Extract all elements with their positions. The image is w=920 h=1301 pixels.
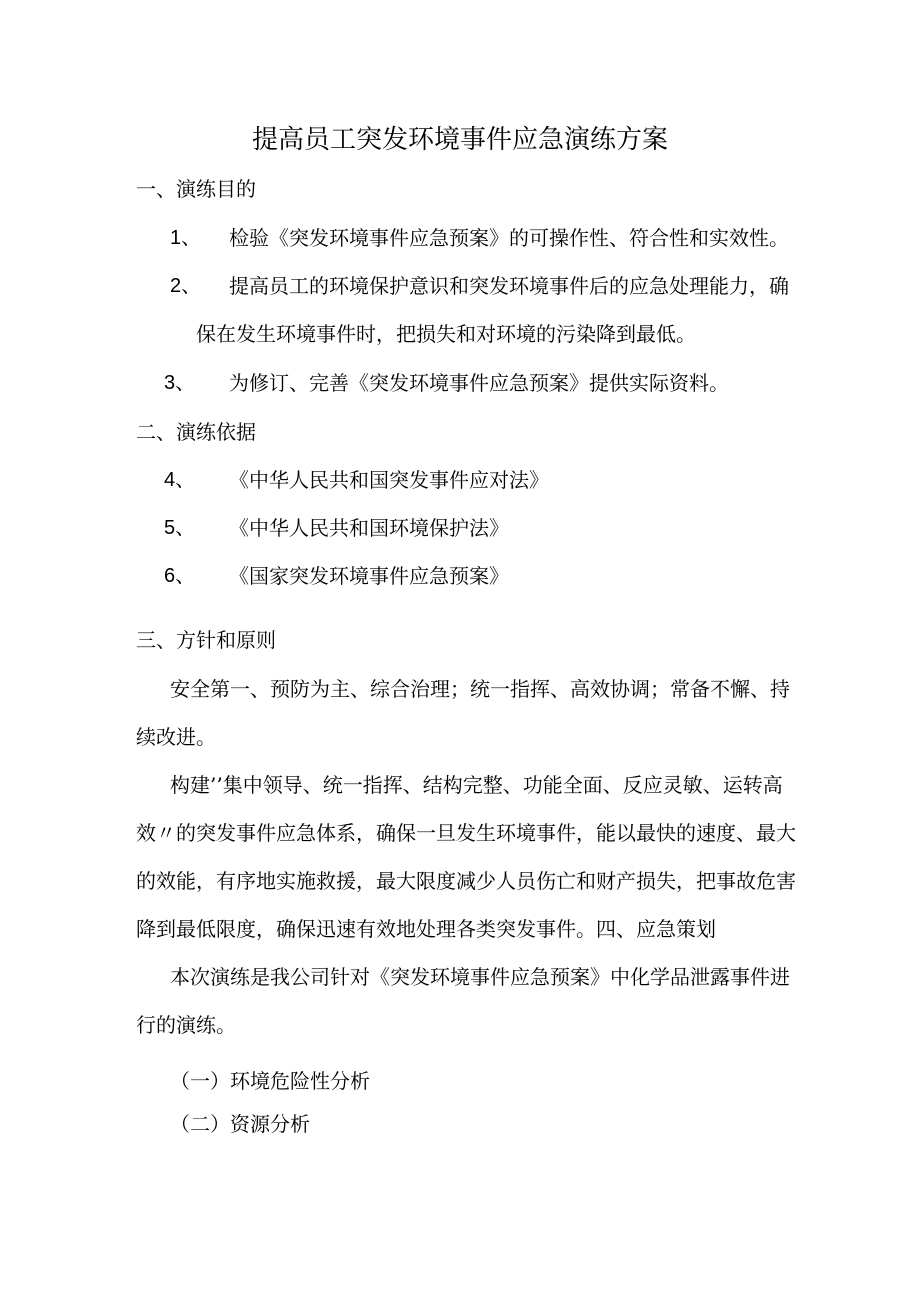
list-item-text-continuation: 保在发生环境事件时，把损失和对环境的污染降到最低。	[196, 322, 696, 346]
paragraph-line: 安全第一、预防为主、综合治理；统一指挥、高效协调；常备不懈、持	[170, 677, 790, 701]
paragraph-line: 降到最低限度，确保迅速有效地处理各类突发事件。四、应急策划	[136, 917, 716, 941]
list-item-text: 《中华人民共和国环境保护法》	[229, 516, 509, 540]
subsection-heading: （二）资源分析	[170, 1112, 310, 1136]
section-heading-2: 二、演练依据	[136, 420, 256, 444]
paragraph-line: 效〃的突发事件应急体系，确保一旦发生环境事件，能以最快的速度、最大	[136, 821, 796, 845]
list-item-number: 6、	[164, 565, 196, 587]
document-title: 提高员工突发环境事件应急演练方案	[251, 125, 668, 155]
list-item-text: 提高员工的环境保护意识和突发环境事件后的应急处理能力，确	[229, 274, 789, 298]
list-item-text: 《国家突发环境事件应急预案》	[229, 564, 509, 588]
paragraph-line: 行的演练。	[136, 1013, 236, 1037]
subsection-heading: （一）环境危险性分析	[170, 1069, 370, 1093]
list-item-number: 2、	[170, 275, 202, 297]
paragraph-line: 本次演练是我公司针对《突发环境事件应急预案》中化学品泄露事件进	[170, 965, 790, 989]
paragraph-line: 续改进。	[136, 725, 216, 749]
list-item-number: 5、	[164, 517, 196, 539]
list-item-text: 检验《突发环境事件应急预案》的可操作性、符合性和实效性。	[229, 226, 789, 250]
list-item-number: 1、	[170, 227, 202, 249]
paragraph-line: 的效能，有序地实施救援，最大限度减少人员伤亡和财产损失，把事故危害	[136, 869, 796, 893]
list-item-number: 3、	[164, 372, 196, 394]
paragraph-line: 构建’’集中领导、统一指挥、结构完整、功能全面、反应灵敏、运转高	[170, 773, 783, 797]
list-item-number: 4、	[164, 469, 196, 491]
section-heading-3: 三、方针和原则	[136, 628, 276, 652]
list-item-text: 为修订、完善《突发环境事件应急预案》提供实际资料。	[229, 371, 729, 395]
section-heading-1: 一、演练目的	[136, 177, 256, 201]
list-item-text: 《中华人民共和国突发事件应对法》	[229, 468, 549, 492]
